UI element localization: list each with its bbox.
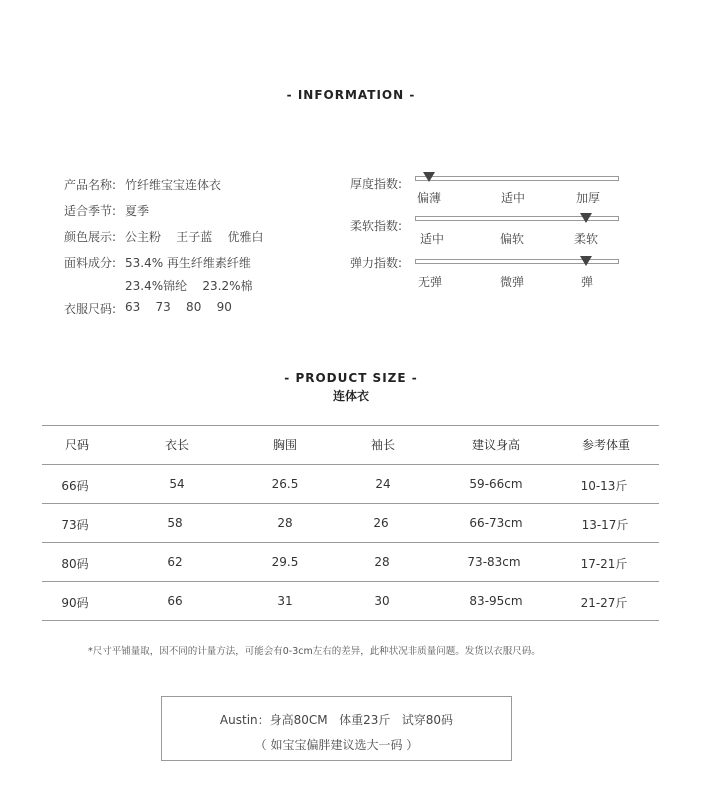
cell-length: 66 [167, 594, 183, 608]
table-header-divider [42, 464, 659, 465]
thickness-index-bar [415, 176, 619, 181]
cell-chest: 28 [277, 516, 293, 530]
cell-weight: 21-27斤 [580, 596, 628, 610]
cell-size: 80码 [61, 557, 89, 571]
detail-label-colors: 颜色展示: [64, 230, 117, 244]
cell-weight: 17-21斤 [580, 557, 628, 571]
header-height: 建议身高 [471, 438, 520, 452]
cell-weight: 13-17斤 [581, 518, 629, 532]
cell-chest: 29.5 [271, 555, 299, 569]
thickness-index-marker [423, 172, 435, 182]
detail-label-name: 产品名称: [64, 178, 117, 192]
detail-value-fabric-1: 53.4% 再生纤维素纤维 [125, 256, 251, 270]
softness-index-marker [580, 213, 592, 223]
softness-scale-high: 柔软 [574, 232, 599, 246]
cell-size: 66码 [61, 479, 89, 493]
cell-size: 90码 [61, 596, 89, 610]
table-bottom-border [42, 620, 659, 621]
elasticity-scale-low: 无弹 [418, 275, 443, 289]
header-length: 衣长 [164, 438, 189, 452]
softness-index-label: 柔软指数: [350, 219, 403, 233]
product-size-subtitle: 连体衣 [332, 389, 369, 403]
cell-height: 83-95cm [469, 594, 523, 608]
cell-sleeve: 28 [374, 555, 390, 569]
elasticity-index-label: 弹力指数: [350, 256, 403, 270]
detail-value-colors: 公主粉 王子蓝 优雅白 [125, 230, 264, 244]
detail-value-sizes: 63 73 80 90 [125, 300, 232, 314]
model-info-box [161, 696, 512, 761]
softness-scale-low: 适中 [420, 232, 445, 246]
cell-length: 62 [167, 555, 183, 569]
table-top-border [42, 425, 659, 426]
detail-value-season: 夏季 [125, 204, 150, 218]
cell-height: 66-73cm [469, 516, 523, 530]
thickness-scale-high: 加厚 [576, 191, 601, 205]
elasticity-scale-mid: 微弹 [500, 275, 525, 289]
thickness-scale-mid: 适中 [501, 191, 526, 205]
cell-sleeve: 24 [375, 477, 391, 491]
cell-chest: 26.5 [271, 477, 299, 491]
header-chest: 胸围 [272, 438, 297, 452]
cell-sleeve: 26 [373, 516, 389, 530]
cell-height: 59-66cm [469, 477, 523, 491]
header-size: 尺码 [64, 438, 89, 452]
detail-label-sizes: 衣服尺码: [64, 302, 117, 316]
model-info-line: Austin：身高80CM 体重23斤 试穿80码 [219, 713, 454, 727]
cell-weight: 10-13斤 [580, 479, 628, 493]
elasticity-scale-high: 弹 [581, 275, 594, 289]
cell-sleeve: 30 [374, 594, 390, 608]
model-advice-line: （ 如宝宝偏胖建议选大一码 ） [254, 738, 419, 752]
information-title: - INFORMATION - [286, 88, 416, 102]
measurement-note: *尺寸平铺量取，因不同的计量方法，可能会有0-3cm左右的差异，此种状况非质量问题。发货以衣服尺码。 [88, 646, 541, 657]
table-row-divider [42, 503, 659, 504]
cell-size: 73码 [61, 518, 89, 532]
detail-value-name: 竹纤维宝宝连体衣 [125, 178, 222, 192]
cell-length: 54 [169, 477, 185, 491]
softness-scale-mid: 偏软 [500, 232, 525, 246]
elasticity-index-marker [580, 256, 592, 266]
detail-label-fabric: 面料成分: [64, 256, 117, 270]
header-weight: 参考体重 [581, 438, 630, 452]
cell-chest: 31 [277, 594, 293, 608]
product-size-title: - PRODUCT SIZE - [284, 371, 418, 385]
cell-length: 58 [167, 516, 183, 530]
table-row-divider [42, 581, 659, 582]
cell-height: 73-83cm [467, 555, 521, 569]
detail-value-fabric-2: 23.4%锦纶 23.2%棉 [125, 279, 253, 293]
table-row-divider [42, 542, 659, 543]
thickness-scale-low: 偏薄 [417, 191, 442, 205]
thickness-index-label: 厚度指数: [350, 177, 403, 191]
detail-label-season: 适合季节: [64, 204, 117, 218]
header-sleeve: 袖长 [370, 438, 395, 452]
